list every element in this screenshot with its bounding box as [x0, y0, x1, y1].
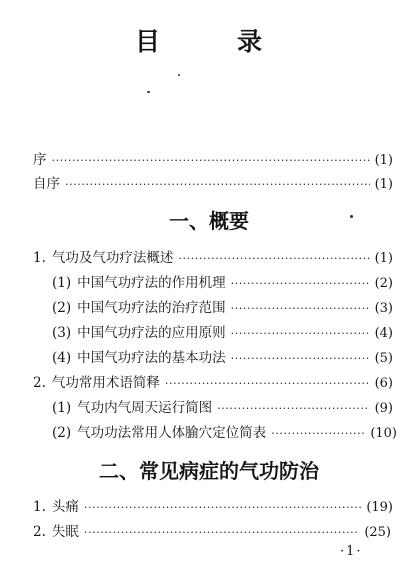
title-char-2: 录	[237, 27, 265, 56]
entry-label: 气功及气功疗法概述	[51, 250, 174, 266]
entry-number: (2)	[52, 300, 72, 316]
entry-label: 序	[33, 152, 47, 168]
entry-page: (10)	[370, 426, 397, 441]
leader-dots	[178, 252, 369, 265]
entry-number: (1)	[52, 275, 72, 291]
toc-entry[interactable]	[33, 520, 391, 540]
entry-page: (6)	[374, 376, 393, 391]
toc-entry[interactable]	[52, 321, 393, 341]
entry-number: (3)	[52, 325, 72, 341]
entry-page: (1)	[374, 153, 393, 168]
leader-dots	[84, 526, 359, 539]
entry-label: 中国气功疗法的作用机理	[77, 275, 226, 291]
toc-entry[interactable]	[52, 396, 393, 416]
entry-label: 气功常用术语简释	[51, 375, 160, 391]
toc-entry[interactable]	[52, 296, 393, 316]
print-speck	[178, 74, 180, 76]
entry-page: (1)	[374, 251, 393, 266]
entry-number: 1.	[33, 250, 46, 266]
entry-page: (19)	[366, 500, 393, 515]
entry-number: (2)	[52, 425, 72, 441]
toc-entry[interactable]	[52, 271, 393, 291]
entry-page: (2)	[374, 276, 393, 291]
toc-entry[interactable]	[33, 371, 393, 391]
section-heading-overview: 一、概要	[169, 209, 249, 233]
entry-page: (9)	[374, 401, 393, 416]
toc-entry[interactable]	[52, 346, 393, 366]
toc-entry-preface[interactable]	[33, 148, 393, 168]
toc-entry-author-preface[interactable]	[33, 172, 393, 192]
leader-dots	[52, 154, 370, 167]
entry-label: 气功功法常用人体腧穴定位简表	[77, 425, 267, 441]
entry-page: (3)	[374, 301, 393, 316]
leader-dots	[84, 501, 361, 514]
print-speck	[147, 91, 150, 93]
leader-dots	[65, 178, 370, 191]
entry-label: 自序	[33, 176, 60, 192]
entry-number: 2.	[33, 375, 46, 391]
entry-page: (5)	[374, 351, 393, 366]
entry-number: (4)	[52, 350, 72, 366]
entry-label: 气功内气周天运行简图	[77, 400, 213, 416]
leader-dots	[217, 402, 369, 415]
entry-label: 中国气功疗法的应用原则	[77, 325, 226, 341]
leader-dots	[271, 427, 365, 440]
section-heading-common-diseases: 二、常见病症的气功防治	[99, 459, 319, 483]
entry-label: 中国气功疗法的基本功法	[77, 350, 226, 366]
entry-page: (4)	[374, 326, 393, 341]
leader-dots	[231, 302, 370, 315]
title-char-1: 目	[135, 27, 163, 56]
leader-dots	[231, 327, 370, 340]
page-number: ·1·	[340, 544, 363, 559]
entry-label: 头痛	[51, 499, 79, 515]
toc-entry[interactable]	[33, 246, 393, 266]
entry-number: 1.	[33, 499, 46, 515]
entry-number: 2.	[33, 524, 46, 540]
leader-dots	[231, 352, 370, 365]
entry-page: (25)	[364, 525, 391, 540]
entry-number: (1)	[52, 400, 72, 416]
toc-entry[interactable]	[52, 421, 397, 441]
entry-label: 中国气功疗法的治疗范围	[77, 300, 226, 316]
leader-dots	[231, 277, 370, 290]
entry-label: 失眠	[51, 524, 79, 540]
leader-dots	[165, 377, 370, 390]
entry-page: (1)	[374, 177, 393, 192]
toc-entry[interactable]	[33, 495, 393, 515]
